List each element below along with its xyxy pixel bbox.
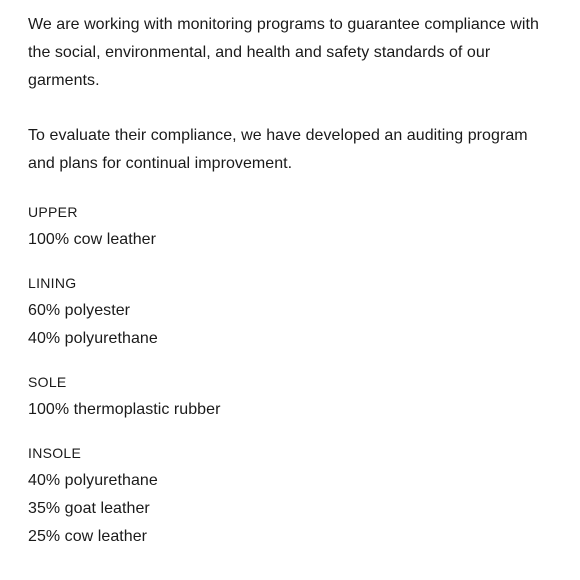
- section-heading: LINING: [28, 275, 77, 291]
- composition-item: 40% polyurethane: [28, 472, 158, 489]
- composition-item: 40% polyurethane: [28, 330, 158, 347]
- composition-item: 100% thermoplastic rubber: [28, 401, 221, 418]
- composition-item: 25% cow leather: [28, 528, 148, 545]
- composition-list: [28, 226, 552, 254]
- section-lining: [28, 273, 552, 353]
- composition-item: 35% goat leather: [28, 500, 150, 517]
- section-sole: [28, 372, 552, 424]
- section-heading: INSOLE: [28, 445, 82, 461]
- composition-item: 60% polyester: [28, 302, 131, 319]
- composition-item: 100% cow leather: [28, 231, 156, 248]
- section-heading: SOLE: [28, 374, 67, 390]
- composition-list: [28, 297, 552, 353]
- audit-paragraph: To evaluate their compliance, we have developed an auditing program and plans for continual improvement.: [28, 127, 528, 172]
- composition-list: [28, 396, 552, 424]
- section-upper: [28, 202, 552, 254]
- composition-list: [28, 467, 552, 551]
- compliance-paragraph: We are working with monitoring programs to guarantee compliance with the social, environmental, and health and safety standards of our garments.: [28, 16, 539, 89]
- section-heading: UPPER: [28, 204, 78, 220]
- section-insole: [28, 443, 552, 551]
- composition-sections: [28, 202, 552, 551]
